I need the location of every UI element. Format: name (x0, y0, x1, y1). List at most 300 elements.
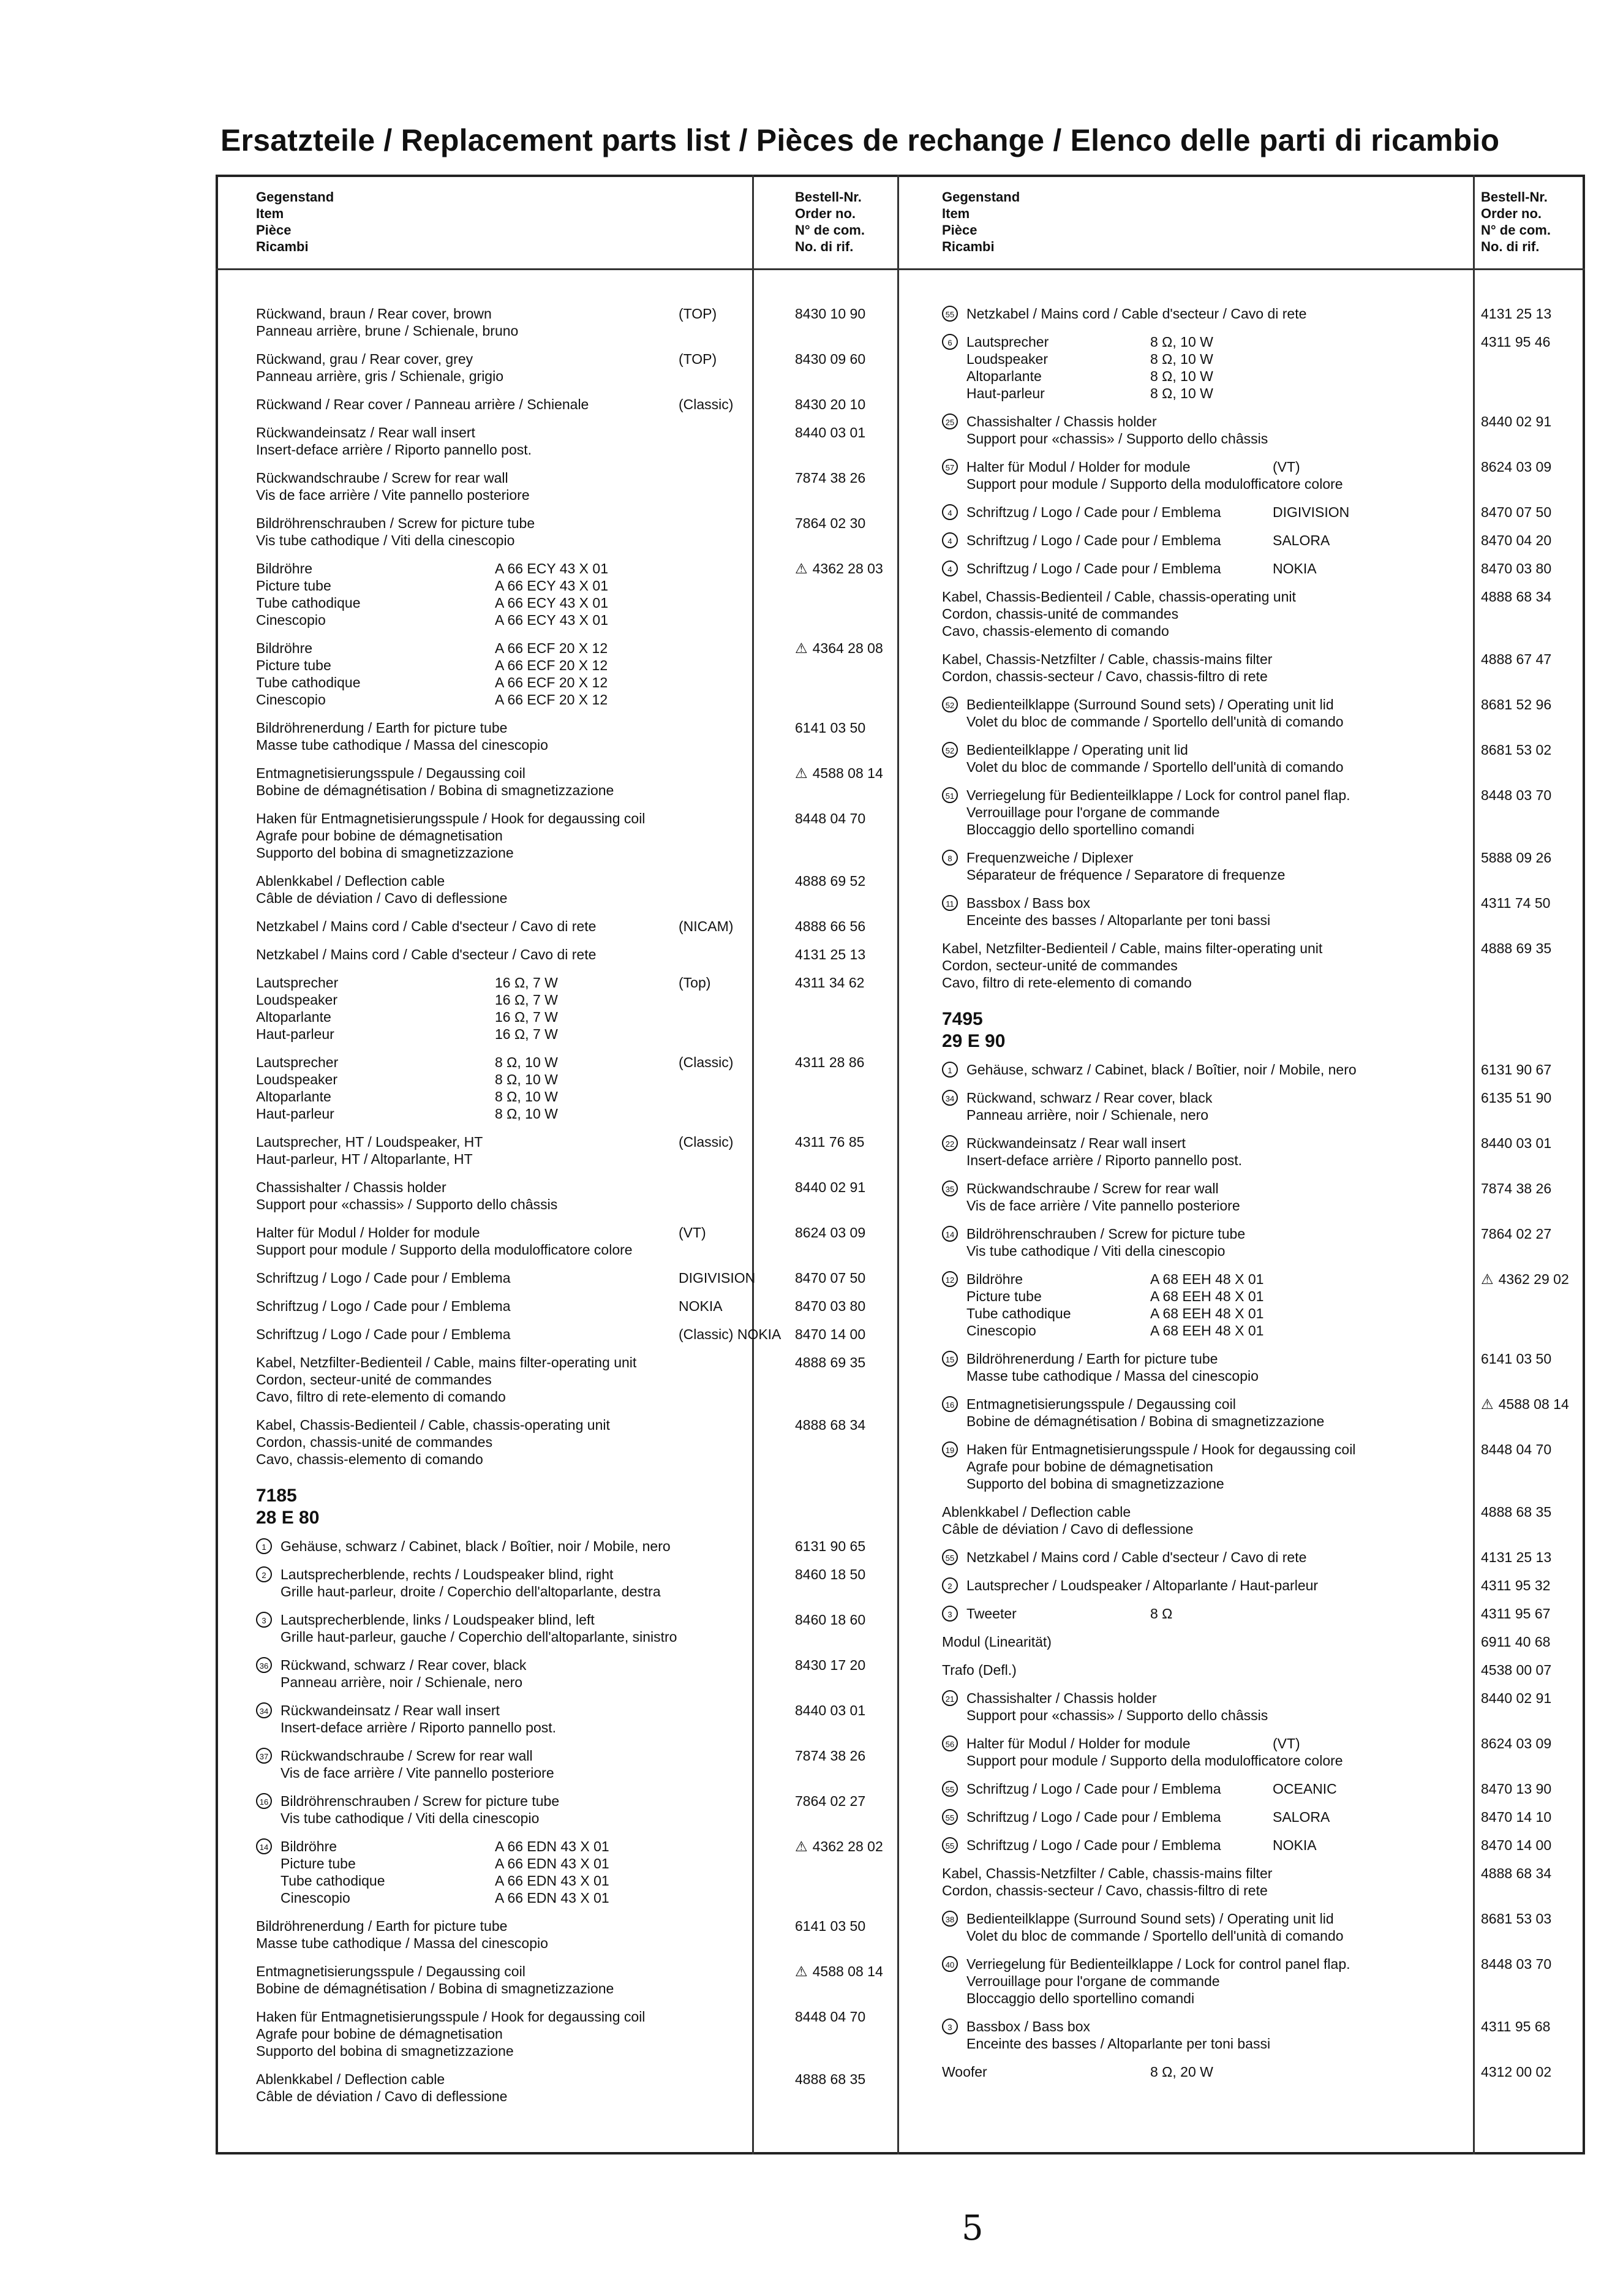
part-spec: A 66 ECY 43 X 01 (495, 612, 608, 628)
part-spec: 8 Ω, 10 W (1150, 368, 1213, 384)
part-entry (256, 1611, 979, 1645)
header-line: Gegenstand (942, 189, 1020, 205)
part-entry (942, 1633, 1579, 1650)
part-entry (256, 469, 979, 504)
part-description: Rückwandeinsatz / Rear wall insert (256, 425, 475, 440)
order-number (795, 1269, 865, 1286)
order-number-value: 8440 02 91 (795, 1179, 866, 1195)
part-entry (942, 532, 1579, 549)
part-description-translation: Haut-parleur, HT / Altoparlante, HT (256, 1151, 473, 1167)
part-description: Halter für Modul / Holder for module (966, 459, 1191, 475)
part-entry (256, 1224, 979, 1258)
part-description-translation: Cinescopio (966, 1323, 1036, 1339)
part-spec: 16 Ω, 7 W (495, 1009, 558, 1025)
part-spec: A 66 EDN 43 X 01 (495, 1838, 609, 1854)
order-number (1481, 1350, 1551, 1367)
position-marker: 19 (942, 1441, 958, 1457)
part-entry (942, 2063, 1579, 2080)
part-entry (256, 350, 979, 385)
part-description-translation: Verrouillage pour l'organe de commande (966, 804, 1220, 820)
part-description-translation: Loudspeaker (966, 351, 1048, 367)
part-description: Haken für Entmagnetisierungsspule / Hook for degaussing coil (966, 1441, 1356, 1457)
part-description-translation: Cinescopio (256, 612, 326, 628)
position-marker: 14 (942, 1226, 958, 1242)
part-entry (942, 305, 1579, 322)
order-number (1481, 1225, 1551, 1242)
part-description: Haken für Entmagnetisierungsspule / Hook for degaussing coil (256, 810, 646, 826)
order-number-value: 6131 90 65 (795, 1538, 866, 1554)
order-number (1481, 894, 1550, 912)
model-heading (942, 1008, 1579, 1052)
order-number-value: 8470 07 50 (1481, 504, 1552, 520)
position-marker: 55 (942, 1809, 958, 1825)
header-line: N° de com. (795, 222, 865, 238)
part-entry (942, 1910, 1579, 1944)
position-marker: 21 (942, 1690, 958, 1706)
part-variant-note: SALORA (1273, 532, 1330, 548)
part-entry (256, 872, 979, 907)
part-variant-note: (VT) (1273, 1735, 1300, 1751)
part-description: Kabel, Netzfilter-Bedienteil / Cable, mains filter-operating unit (942, 940, 1323, 956)
part-description: Halter für Modul / Holder for module (966, 1735, 1191, 1751)
part-spec: A 66 ECF 20 X 12 (495, 674, 608, 690)
position-marker: 57 (942, 459, 958, 475)
order-number-value: 4364 28 08 (812, 640, 883, 656)
order-number (795, 918, 865, 935)
part-description-translation: Agrafe pour bobine de démagnetisation (256, 2026, 503, 2042)
header-line: Bestell-Nr. (795, 189, 862, 205)
part-description-translation: Tube cathodique (256, 595, 361, 611)
position-marker: 55 (942, 1781, 958, 1797)
part-entry (942, 894, 1579, 929)
part-spec: A 68 EEH 48 X 01 (1150, 1288, 1264, 1304)
position-marker: 35 (942, 1180, 958, 1196)
order-number (1481, 1135, 1551, 1152)
order-number (795, 1354, 865, 1371)
part-description: Schriftzug / Logo / Cade pour / Emblema (966, 1781, 1221, 1797)
part-variant-note: NOKIA (1273, 561, 1317, 576)
order-number-value: 8624 03 09 (1481, 1735, 1552, 1751)
part-description-translation: Masse tube cathodique / Massa del cinescopio (256, 737, 548, 753)
part-entry (256, 974, 979, 1043)
order-number (1481, 1089, 1551, 1106)
order-number (1481, 1910, 1551, 1927)
part-variant-note: (Classic) NOKIA (679, 1326, 781, 1342)
part-description: Schriftzug / Logo / Cade pour / Emblema (966, 504, 1221, 520)
part-entry (942, 333, 1579, 402)
order-number (795, 810, 865, 827)
part-description-translation: Masse tube cathodique / Massa del cinescopio (966, 1368, 1259, 1384)
order-number (795, 1838, 883, 1855)
part-description: Frequenzweiche / Diplexer (966, 850, 1134, 866)
part-description-translation: Support pour «chassis» / Supporto dello châssis (256, 1196, 558, 1212)
part-entry (256, 2008, 979, 2060)
position-marker: 1 (256, 1538, 272, 1554)
order-number (1481, 1633, 1550, 1650)
part-description-translation: Cordon, chassis-unité de commandes (942, 606, 1179, 622)
order-number (1481, 2018, 1550, 2035)
order-number (1481, 741, 1551, 758)
part-variant-note: OCEANIC (1273, 1781, 1337, 1797)
header-line: No. di rif. (795, 239, 854, 254)
part-description: Entmagnetisierungsspule / Degaussing coil (966, 1396, 1236, 1412)
part-description: Kabel, Netzfilter-Bedienteil / Cable, mains filter-operating unit (256, 1354, 637, 1370)
order-number-value: 4362 29 02 (1498, 1271, 1569, 1287)
order-number (795, 1179, 865, 1196)
order-number-value: 4888 68 35 (795, 2071, 866, 2087)
part-entry (942, 1577, 1579, 1594)
part-description: Schriftzug / Logo / Cade pour / Emblema (966, 561, 1221, 576)
left-parts-column (256, 305, 979, 2116)
part-entry (256, 1269, 979, 1286)
part-description: Rückwand / Rear cover / Panneau arrière / Schienale (256, 396, 589, 412)
part-description-translation: Support pour module / Supporto della modulofficatore colore (966, 1753, 1343, 1769)
part-description: Lautsprecherblende, rechts / Loudspeaker blind, right (281, 1566, 614, 1582)
page-number: 5 (962, 2208, 984, 2248)
part-description-translation: Bobine de démagnétisation / Bobina di smagnetizzazione (256, 782, 614, 798)
order-number-value: 8470 13 90 (1481, 1781, 1552, 1797)
part-description: Schriftzug / Logo / Cade pour / Emblema (256, 1298, 511, 1314)
part-entry (256, 1747, 979, 1781)
part-description-translation: Câble de déviation / Cavo di deflessione (256, 2088, 508, 2104)
part-entry (256, 1656, 979, 1691)
part-description-translation: Insert-deface arrière / Riporto pannello post. (966, 1152, 1243, 1168)
part-entry (942, 588, 1579, 640)
part-description: Kabel, Chassis-Netzfilter / Cable, chassis-mains filter (942, 1865, 1273, 1881)
order-number (795, 719, 865, 736)
part-spec: A 68 EEH 48 X 01 (1150, 1323, 1264, 1339)
part-spec: A 66 ECY 43 X 01 (495, 595, 608, 611)
part-entry (942, 1661, 1579, 1679)
part-entry (942, 1503, 1579, 1538)
part-description: Gehäuse, schwarz / Cabinet, black / Boîtier, noir / Mobile, nero (966, 1062, 1357, 1078)
position-marker: 40 (942, 1956, 958, 1972)
part-entry (256, 424, 979, 458)
order-number-value: 8448 04 70 (795, 2009, 866, 2025)
part-description: Schriftzug / Logo / Cade pour / Emblema (256, 1270, 511, 1286)
part-description-translation: Vis de face arrière / Vite pannello posteriore (256, 487, 530, 503)
part-entry (942, 1225, 1579, 1259)
part-description-translation: Picture tube (966, 1288, 1042, 1304)
part-entry (942, 1549, 1579, 1566)
part-description: Woofer (942, 2064, 987, 2080)
part-spec: A 66 ECY 43 X 01 (495, 561, 608, 576)
header-line: Bestell-Nr. (1481, 189, 1548, 205)
part-description: Bildröhrenerdung / Earth for picture tube (256, 1918, 508, 1934)
part-entry (256, 2071, 979, 2105)
part-spec: A 66 EDN 43 X 01 (495, 1856, 609, 1871)
position-marker: 25 (942, 414, 958, 429)
position-marker: 12 (942, 1271, 958, 1287)
model-heading (256, 1485, 979, 1529)
part-entry (256, 515, 979, 549)
order-number-value: 4131 25 13 (795, 946, 866, 962)
order-number (1481, 305, 1551, 322)
order-number-value: 8470 03 80 (1481, 561, 1552, 576)
order-number-value: 7874 38 26 (1481, 1180, 1552, 1196)
part-description-translation: Séparateur de fréquence / Separatore di frequenze (966, 867, 1286, 883)
part-description: Modul (Linearität) (942, 1634, 1052, 1650)
position-marker: 6 (942, 334, 958, 350)
order-number-value: 8624 03 09 (1481, 459, 1552, 475)
part-spec: A 68 EEH 48 X 01 (1150, 1271, 1264, 1287)
order-number (795, 1416, 865, 1433)
part-description-translation: Panneau arrière, brune / Schienale, bruno (256, 323, 519, 339)
part-description: Bedienteilklappe (Surround Sound sets) / Operating unit lid (966, 697, 1334, 712)
part-description: Bildröhrenschrauben / Screw for picture tube (966, 1226, 1246, 1242)
order-number-value: 4311 74 50 (1481, 895, 1551, 911)
part-description: Entmagnetisierungsspule / Degaussing coil (256, 765, 525, 781)
order-number-value: 8460 18 50 (795, 1566, 866, 1582)
part-description: Bildröhrenschrauben / Screw for picture tube (281, 1793, 560, 1809)
part-entry (942, 1837, 1579, 1854)
part-entry (256, 1133, 979, 1168)
part-description-translation: Cinescopio (281, 1890, 350, 1906)
order-number-value: 8440 02 91 (1481, 1690, 1552, 1706)
part-variant-note: SALORA (1273, 1809, 1330, 1825)
order-number (795, 1566, 865, 1583)
part-variant-note: DIGIVISION (679, 1270, 756, 1286)
part-entry (942, 1690, 1579, 1724)
part-description: Kabel, Chassis-Bedienteil / Cable, chassis-operating unit (942, 589, 1296, 605)
order-number-value: 8460 18 60 (795, 1612, 866, 1628)
model-number: 7185 (256, 1486, 297, 1506)
order-number-value: 8681 53 03 (1481, 1911, 1552, 1927)
order-number (1481, 458, 1551, 475)
order-number-value: 4888 68 35 (1481, 1504, 1552, 1520)
order-number (1481, 1061, 1551, 1078)
part-description: Netzkabel / Mains cord / Cable d'secteur / Cavo di rete (966, 1549, 1307, 1565)
order-number (1481, 787, 1551, 804)
part-description-translation: Haut-parleur (256, 1026, 334, 1042)
part-spec: 8 Ω, 10 W (495, 1106, 558, 1122)
part-description: Bedienteilklappe / Operating unit lid (966, 742, 1188, 758)
order-number-value: 8430 09 60 (795, 351, 866, 367)
part-entry (256, 719, 979, 753)
part-entry (256, 946, 979, 963)
part-entry (942, 1135, 1579, 1169)
part-entry (942, 651, 1579, 685)
part-description-translation: Cordon, chassis-unité de commandes (256, 1434, 493, 1450)
order-number-value: 4588 08 14 (812, 765, 883, 781)
left-item-header (256, 189, 334, 255)
part-entry (942, 504, 1579, 521)
header-line: Pièce (256, 222, 292, 238)
order-number (795, 350, 865, 368)
part-description: Rückwand, schwarz / Rear cover, black (966, 1090, 1213, 1106)
part-description: Haken für Entmagnetisierungsspule / Hook for degaussing coil (256, 2009, 646, 2025)
order-number (1481, 1735, 1551, 1752)
order-number-value: 4362 28 03 (812, 561, 883, 576)
part-variant-note: (NICAM) (679, 918, 734, 934)
part-description-translation: Picture tube (256, 657, 331, 673)
order-number (1481, 413, 1551, 430)
part-spec: A 66 EDN 43 X 01 (495, 1890, 609, 1906)
part-spec: A 66 ECF 20 X 12 (495, 692, 608, 708)
order-number-value: 8448 04 70 (795, 810, 866, 826)
part-description: Bildröhre (256, 561, 313, 576)
model-code: 29 E 90 (942, 1031, 1006, 1051)
order-number (795, 1917, 865, 1935)
order-number-value: 4311 28 86 (795, 1054, 865, 1070)
order-number-value: 5888 09 26 (1481, 850, 1552, 866)
order-number-value: 4311 95 46 (1481, 334, 1551, 350)
order-number-value: 4311 95 68 (1481, 2018, 1551, 2034)
part-description-translation: Supporto del bobina di smagnetizzazione (256, 2043, 514, 2059)
part-entry (256, 918, 979, 935)
part-description-translation: Supporto del bobina di smagnetizzazione (966, 1476, 1224, 1492)
position-marker: 2 (942, 1577, 958, 1593)
position-marker: 38 (942, 1911, 958, 1927)
position-marker: 4 (942, 504, 958, 520)
safety-warning-icon: ⚠ (795, 1963, 808, 1979)
part-entry (256, 1297, 979, 1315)
position-marker: 16 (942, 1396, 958, 1412)
part-entry (942, 1865, 1579, 1899)
part-variant-note: (Classic) (679, 1134, 734, 1150)
part-description: Ablenkkabel / Deflection cable (256, 2071, 445, 2087)
order-number-value: 4888 66 56 (795, 918, 866, 934)
part-description-translation: Altoparlante (256, 1089, 331, 1105)
order-number (1481, 651, 1551, 668)
order-number (1481, 1661, 1551, 1679)
order-number (795, 1656, 865, 1674)
part-description-translation: Loudspeaker (256, 1071, 337, 1087)
part-entry (256, 1538, 979, 1555)
part-description: Lautsprecherblende, links / Loudspeaker blind, left (281, 1612, 595, 1628)
position-marker: 55 (942, 306, 958, 322)
part-entry (942, 849, 1579, 883)
order-number (1481, 2063, 1551, 2080)
header-line: Ricambi (942, 239, 995, 254)
part-spec: 8 Ω, 20 W (1150, 2064, 1213, 2080)
order-number-value: 7864 02 27 (795, 1793, 866, 1809)
position-marker: 51 (942, 787, 958, 803)
header-line: Order no. (795, 206, 856, 221)
order-number (1481, 1955, 1551, 1973)
part-variant-note: (TOP) (679, 351, 717, 367)
part-description: Lautsprecher, HT / Loudspeaker, HT (256, 1134, 483, 1150)
right-order-header (1481, 189, 1551, 255)
part-description: Schriftzug / Logo / Cade pour / Emblema (966, 532, 1221, 548)
order-number-value: 6141 03 50 (1481, 1351, 1552, 1367)
part-entry (256, 1838, 979, 1906)
part-entry (256, 1416, 979, 1468)
part-description: Bedienteilklappe (Surround Sound sets) / Operating unit lid (966, 1911, 1334, 1927)
position-marker: 1 (942, 1062, 958, 1078)
order-number (795, 1702, 865, 1719)
position-marker: 55 (942, 1549, 958, 1565)
part-description-translation: Grille haut-parleur, gauche / Coperchio dell'altoparlante, sinistro (281, 1629, 677, 1645)
header-line: Item (256, 206, 284, 221)
part-description: Schriftzug / Logo / Cade pour / Emblema (966, 1837, 1221, 1853)
part-entry (256, 1354, 979, 1405)
part-description: Chassishalter / Chassis holder (966, 1690, 1157, 1706)
part-spec: A 66 ECF 20 X 12 (495, 640, 608, 656)
header-line: No. di rif. (1481, 239, 1540, 254)
part-description: Lautsprecher (256, 975, 339, 991)
position-marker: 36 (256, 1657, 272, 1673)
order-number (1481, 1837, 1551, 1854)
part-description-translation: Vis tube cathodique / Viti della cinescopio (281, 1810, 540, 1826)
safety-warning-icon: ⚠ (1481, 1396, 1494, 1412)
order-number-value: 4312 00 02 (1481, 2064, 1552, 2080)
part-description: Rückwandschraube / Screw for rear wall (966, 1180, 1219, 1196)
order-number (795, 1297, 865, 1315)
part-description: Bildröhre (281, 1838, 337, 1854)
part-entry (256, 1054, 979, 1122)
part-entry (942, 1061, 1579, 1078)
page-title: Ersatzteile / Replacement parts list / Pièces de rechange / Elenco delle parti di ricambio (220, 123, 1500, 157)
order-number (795, 560, 883, 577)
order-number-value: 8430 17 20 (795, 1657, 866, 1673)
part-description: Lautsprecher (966, 334, 1049, 350)
order-number-value: 8470 04 20 (1481, 532, 1552, 548)
order-number-value: 6911 40 68 (1481, 1634, 1551, 1650)
part-variant-note: (Top) (679, 975, 711, 991)
order-number-value: 8470 14 00 (795, 1326, 866, 1342)
part-description: Trafo (Defl.) (942, 1662, 1017, 1678)
part-variant-note: DIGIVISION (1273, 504, 1350, 520)
order-number-value: 8448 04 70 (1481, 1441, 1552, 1457)
part-entry (942, 741, 1579, 776)
part-entry (942, 1271, 1579, 1339)
part-spec: 8 Ω, 10 W (1150, 351, 1213, 367)
order-number-value: 6141 03 50 (795, 720, 866, 736)
position-marker: 52 (942, 697, 958, 712)
part-spec: 8 Ω, 10 W (495, 1071, 558, 1087)
part-description-translation: Cavo, chassis-elemento di comando (942, 623, 1169, 639)
part-description-translation: Cordon, chassis-secteur / Cavo, chassis-filtro di rete (942, 1882, 1268, 1898)
part-description-translation: Panneau arrière, noir / Schienale, nero (966, 1107, 1209, 1123)
part-description-translation: Cinescopio (256, 692, 326, 708)
position-marker: 3 (942, 2018, 958, 2034)
part-description: Verriegelung für Bedienteilklappe / Lock for control panel flap. (966, 787, 1350, 803)
part-description-translation: Cavo, filtro di rete-elemento di comando (942, 975, 1192, 991)
position-marker: 55 (942, 1837, 958, 1853)
part-spec: A 68 EEH 48 X 01 (1150, 1305, 1264, 1321)
order-number-value: 8470 03 80 (795, 1298, 866, 1314)
part-description-translation: Support pour «chassis» / Supporto dello châssis (966, 1707, 1268, 1723)
order-number (1481, 560, 1551, 577)
part-description: Kabel, Chassis-Bedienteil / Cable, chassis-operating unit (256, 1417, 610, 1433)
part-description: Schriftzug / Logo / Cade pour / Emblema (966, 1809, 1221, 1825)
part-description: Rückwand, braun / Rear cover, brown (256, 306, 492, 322)
part-description-translation: Enceinte des basses / Altoparlante per toni bassi (966, 2036, 1271, 2052)
model-number: 7495 (942, 1009, 983, 1029)
order-number-value: 4588 08 14 (1498, 1396, 1569, 1412)
order-number (795, 1963, 883, 1980)
position-marker: 34 (942, 1090, 958, 1106)
part-entry (942, 787, 1579, 838)
part-variant-note: NOKIA (679, 1298, 723, 1314)
part-description: Rückwandeinsatz / Rear wall insert (281, 1702, 500, 1718)
order-number (1481, 1690, 1551, 1707)
part-entry (942, 1605, 1579, 1622)
part-description: Ablenkkabel / Deflection cable (942, 1504, 1131, 1520)
part-description-translation: Picture tube (256, 578, 331, 594)
part-description: Ablenkkabel / Deflection cable (256, 873, 445, 889)
order-number-value: 4888 69 35 (795, 1354, 866, 1370)
part-entry (942, 1350, 1579, 1384)
header-line: Order no. (1481, 206, 1542, 221)
order-number-value: 8448 03 70 (1481, 1956, 1552, 1972)
part-entry (942, 1089, 1579, 1123)
order-number-value: 7864 02 27 (1481, 1226, 1552, 1242)
part-entry (256, 1963, 979, 1997)
order-number (1481, 1549, 1551, 1566)
order-number (1481, 1271, 1569, 1288)
